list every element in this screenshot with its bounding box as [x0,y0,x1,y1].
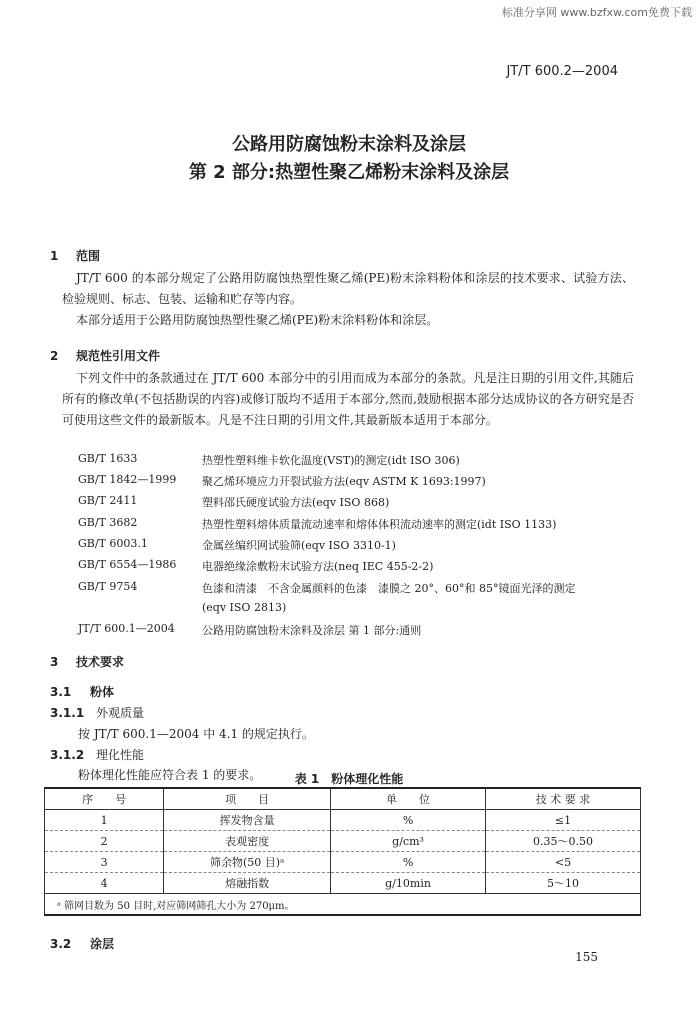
reference-name-continuation: (eqv ISO 2813) [202,601,287,614]
section-title: 规范性引用文件 [76,349,161,363]
section-3-heading [50,653,124,670]
section-number: 2 [50,349,59,363]
table-cell: 4 [45,873,164,894]
reference-name: 热塑性塑料维卡软化温度(VST)的测定(idt ISO 306) [202,454,460,467]
section-title: 技术要求 [76,655,125,669]
reference-code: GB/T 6554—1986 [78,558,177,571]
table-row [45,831,641,852]
reference-code: GB/T 3682 [78,516,138,529]
table-cell: 熔融指数 [164,873,331,894]
table-header-cell: 技 术 要 求 [486,788,641,810]
table-header-cell: 单 位 [331,788,486,810]
section-title: 范围 [76,249,101,263]
table-cell: 0.35～0.50 [486,831,641,852]
table-cell: g/cm³ [331,831,486,852]
table-cell: % [331,852,486,873]
section-3-1-1-heading [50,704,144,721]
table-cell: ≤1 [486,810,641,831]
table-1-caption: 表 1 粉体理化性能 [294,772,404,786]
reference-name: 热塑性塑料熔体质量流动速率和熔体体积流动速率的测定(idt ISO 1133) [202,518,557,531]
reference-code: GB/T 6003.1 [78,537,148,550]
table-cell: 2 [45,831,164,852]
section-3-2-heading [50,935,114,952]
section-title: 涂层 [90,937,115,951]
section-3-1-1-text: 按 JT/T 600.1—2004 中 4.1 的规定执行。 [78,727,314,741]
reference-name: 金属丝编织网试验筛(eqv ISO 3310-1) [202,539,396,552]
table-cell: 筛余物(50 目)ᵃ [164,852,331,873]
reference-name: 塑料邵氏硬度试验方法(eqv ISO 868) [202,496,390,509]
table-header-cell: 项 目 [164,788,331,810]
table-note: ᵃ 筛网目数为 50 目时,对应筛网筛孔大小为 270μm。 [45,894,641,916]
reference-name: 公路用防腐蚀粉末涂料及涂层 第 1 部分:通则 [202,624,422,637]
section-3-1-heading [50,683,114,700]
section-1-heading [50,247,100,264]
section-number: 1 [50,249,59,263]
section-title: 外观质量 [96,706,145,720]
table-cell: % [331,810,486,831]
reference-name: 色漆和清漆 不含金属颜料的色漆 漆膜之 20°、60°和 85°镜面光泽的测定 [202,582,576,595]
section-title: 理化性能 [96,748,145,762]
section-2-paragraph-1: 下列文件中的条款通过在 JT/T 600 本部分中的引用而成为本部分的条款。凡是注日期的引用文件,其随后所有的修改单(不包括勘误的内容)或修订版均不适用于本部分,然而,鼓励根据本部分达成协议的各方研究是否可使用这些文件的最新版本。凡是不注日期的引用文件,其最新版本适用于本部分。 [62,371,634,427]
section-number: 3.1.2 [50,748,85,762]
section-2-heading [50,347,160,364]
table-cell: 3 [45,852,164,873]
table-cell: 表观密度 [164,831,331,852]
section-number: 3 [50,655,59,669]
reference-code: JT/T 600.1—2004 [78,622,175,635]
table-note-row [45,894,641,916]
table-header-row [45,788,641,810]
section-1-paragraph-2: 本部分适用于公路用防腐蚀热塑性聚乙烯(PE)粉末涂料粉体和涂层。 [76,313,439,327]
section-number: 3.1 [50,685,72,699]
table-cell: 1 [45,810,164,831]
table-row [45,852,641,873]
reference-name: 聚乙烯环境应力开裂试验方法(eqv ASTM K 1693:1997) [202,475,486,488]
reference-code: GB/T 9754 [78,580,138,593]
table-row [45,810,641,831]
table-cell: g/10min [331,873,486,894]
title-line-2: 第 2 部分:热塑性聚乙烯粉末涂料及涂层 [188,162,510,183]
table-cell: 挥发物含量 [164,810,331,831]
reference-code: GB/T 2411 [78,494,138,507]
page-number: 155 [575,950,598,964]
section-title: 粉体 [90,685,115,699]
section-1-paragraph-1: JT/T 600 的本部分规定了公路用防腐蚀热塑性聚乙烯(PE)粉末涂料粉体和涂层的技术要求、试验方法、检验规则、标志、包装、运输和贮存等内容。 [62,271,634,306]
reference-code: GB/T 1633 [78,452,138,465]
table-row [45,873,641,894]
reference-name: 电器绝缘涂敷粉末试验方法(neq IEC 455-2-2) [202,560,434,573]
section-number: 3.1.1 [50,706,85,720]
reference-code: GB/T 1842—1999 [78,473,177,486]
table-1 [44,787,641,916]
watermark: 标准分享网 www.bzfxw.com免费下载 [501,6,692,19]
table-cell: <5 [486,852,641,873]
table-header-cell: 序 号 [45,788,164,810]
section-3-1-2-text: 粉体理化性能应符合表 1 的要求。 [78,768,262,782]
table-cell: 5～10 [486,873,641,894]
standard-number: JT/T 600.2—2004 [506,64,618,79]
section-number: 3.2 [50,937,72,951]
title-line-1: 公路用防腐蚀粉末涂料及涂层 [232,134,466,155]
section-3-1-2-heading [50,746,144,763]
